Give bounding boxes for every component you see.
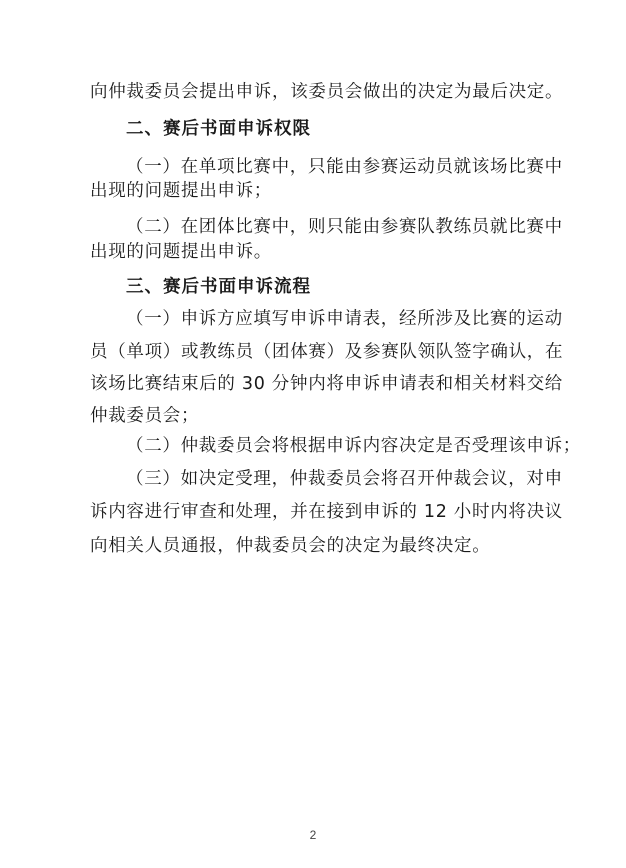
paragraph-line: 诉内容进行审查和处理，并在接到申诉的 12 小时内将决议 (90, 502, 563, 522)
paragraph-line: 出现的问题提出申诉； (90, 181, 272, 201)
paragraph-line: （一）在单项比赛中，只能由参赛运动员就该场比赛中 (126, 157, 563, 177)
paragraph-line: （三）如决定受理，仲裁委员会将召开仲裁会议，对申 (126, 469, 563, 489)
paragraph-line: （二）在团体比赛中，则只能由参赛队教练员就比赛中 (126, 217, 563, 237)
paragraph-line: 仲裁委员会； (90, 406, 200, 426)
paragraph-line: 出现的问题提出申诉。 (90, 242, 272, 262)
section-heading: 三、赛后书面申诉流程 (126, 277, 311, 297)
paragraph-line: 员（单项）或教练员（团体赛）及参赛队领队签字确认，在 (90, 342, 564, 362)
paragraph-line: （二）仲裁委员会将根据申诉内容决定是否受理该申诉； (126, 436, 581, 456)
paragraph-line: （一）申诉方应填写申诉申请表，经所涉及比赛的运动 (126, 309, 563, 329)
paragraph-line: 该场比赛结束后的 30 分钟内将申诉申请表和相关材料交给 (90, 374, 563, 394)
page-number: 2 (309, 828, 317, 842)
paragraph-line: 向仲裁委员会提出申诉，该委员会做出的决定为最后决定。 (90, 82, 564, 102)
section-heading: 二、赛后书面申诉权限 (126, 119, 311, 139)
paragraph-line: 向相关人员通报，仲裁委员会的决定为最终决定。 (90, 536, 491, 556)
